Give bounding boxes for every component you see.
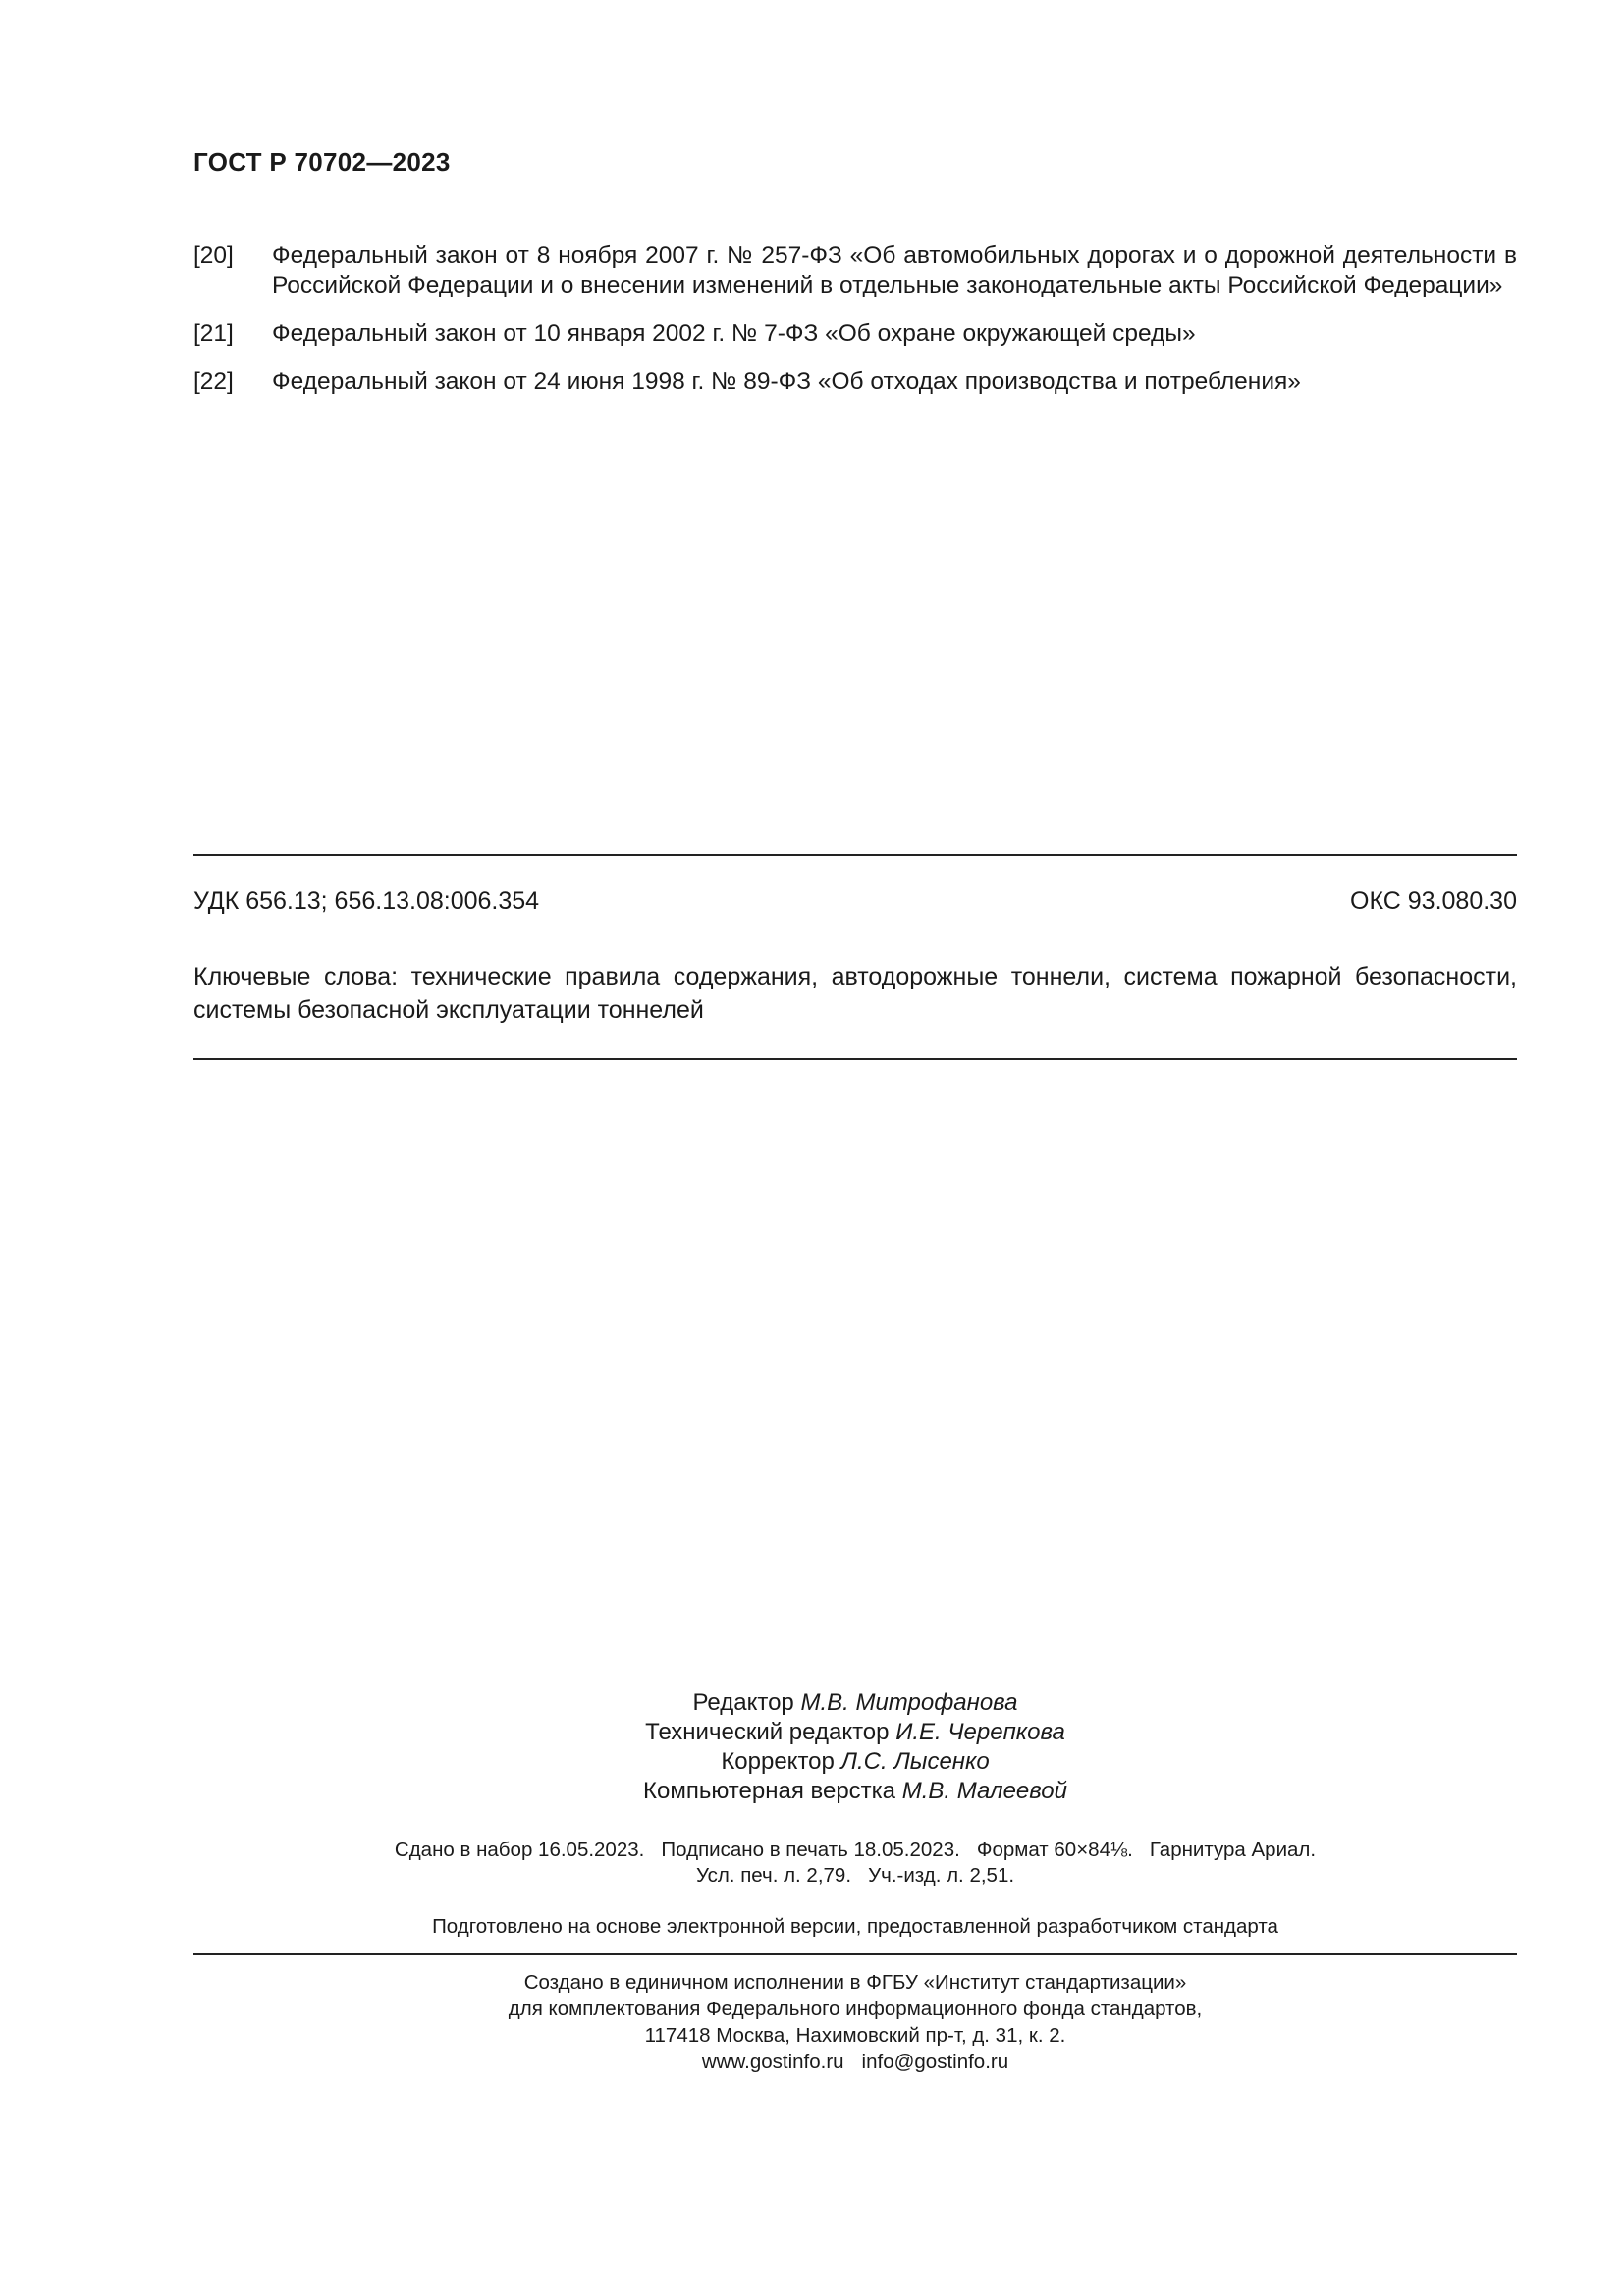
tech-editor-label: Технический редактор bbox=[645, 1719, 890, 1745]
reference-text: Федеральный закон от 10 января 2002 г. № 7-ФЗ «Об охране окружающей среды» bbox=[272, 320, 1196, 347]
credits-block bbox=[193, 1688, 1517, 1806]
publisher-line-3: 117418 Москва, Нахимовский пр-т, д. 31, к. 2. bbox=[644, 2024, 1066, 2047]
reference-number: [21] bbox=[193, 320, 234, 347]
reference-text: Федеральный закон от 24 июня 1998 г. № 89-ФЗ «Об отходах производства и потребления» bbox=[272, 368, 1301, 395]
corrector-name: Л.С. Лысенко bbox=[840, 1748, 990, 1775]
reference-number: [20] bbox=[193, 242, 234, 269]
website-link[interactable]: www.gostinfo.ru bbox=[701, 2051, 844, 2073]
imprint-block bbox=[193, 1838, 1517, 1889]
reference-item bbox=[193, 367, 1517, 397]
editor-label: Редактор bbox=[692, 1689, 794, 1716]
tech-editor-name: И.Е. Черепкова bbox=[895, 1719, 1065, 1745]
email-link[interactable]: info@gostinfo.ru bbox=[861, 2051, 1009, 2073]
tech-editor-line bbox=[193, 1718, 1517, 1747]
corrector-line bbox=[193, 1747, 1517, 1777]
publisher-contacts bbox=[193, 2049, 1517, 2075]
reference-number: [22] bbox=[193, 368, 234, 395]
keywords: Ключевые слова: технические правила содержания, автодорожные тоннели, система пожарной безопасности, системы безопасной эксплуатации тоннелей bbox=[193, 963, 1517, 1024]
reference-item bbox=[193, 319, 1517, 348]
publisher-line-2: для комплектования Федерального информационного фонда стандартов, bbox=[508, 1998, 1203, 2020]
udk-code: УДК 656.13; 656.13.08:006.354 bbox=[193, 887, 540, 915]
document-code: ГОСТ Р 70702—2023 bbox=[193, 147, 451, 177]
reference-text: Федеральный закон от 8 ноября 2007 г. № 257-ФЗ «Об автомобильных дорогах и о дорожной деятельности в Российской Федерации и о внесении изменений в отдельные законодательные акты Российской Федерации» bbox=[272, 242, 1517, 298]
keywords-divider bbox=[193, 1058, 1517, 1060]
imprint-line-1: Сдано в набор 16.05.2023. Подписано в печать 18.05.2023. Формат 60×84⅛. Гарнитура Ариал. bbox=[394, 1839, 1317, 1861]
publisher-block bbox=[193, 1969, 1517, 2075]
reference-item bbox=[193, 241, 1517, 300]
publisher-divider bbox=[193, 1953, 1517, 1955]
layout-name: М.В. Малеевой bbox=[901, 1778, 1067, 1804]
editor-name: М.В. Митрофанова bbox=[800, 1689, 1018, 1716]
prepared-note: Подготовлено на основе электронной версии, предоставленной разработчиком стандарта bbox=[432, 1915, 1278, 1938]
oks-code: ОКС 93.080.30 bbox=[1350, 887, 1517, 915]
publisher-line-1: Создано в единичном исполнении в ФГБУ «Институт стандартизации» bbox=[523, 1971, 1187, 1994]
corrector-label: Корректор bbox=[721, 1748, 835, 1775]
imprint-line-2: Усл. печ. л. 2,79. Уч.-изд. л. 2,51. bbox=[695, 1864, 1015, 1887]
layout-label: Компьютерная верстка bbox=[643, 1778, 896, 1804]
layout-line bbox=[193, 1777, 1517, 1806]
editor-line bbox=[193, 1688, 1517, 1718]
top-divider bbox=[193, 854, 1517, 856]
references-list bbox=[193, 241, 1517, 415]
classification-row bbox=[193, 887, 1517, 916]
